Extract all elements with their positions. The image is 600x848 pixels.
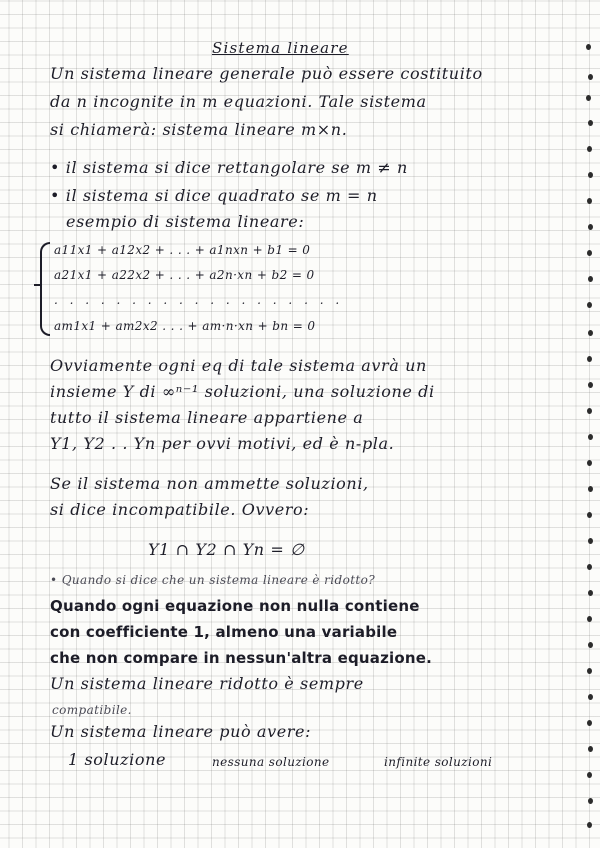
binding-hole-icon [588,330,593,336]
binding-hole-icon [587,772,592,778]
text-line: Ovviamente ogni eq di tale sistema avrà un [50,356,427,375]
spiral-binding-holes [560,0,600,848]
binding-hole-icon [588,486,593,492]
text-line: Un sistema lineare ridotto è sempre [50,674,364,693]
binding-hole-icon [586,95,591,101]
text-line: con coefficiente 1, almeno una variabile [50,623,398,641]
text-line: Quando ogni equazione non nulla contiene [50,597,420,615]
bullet-item: • il sistema si dice quadrato se m = n [50,186,378,205]
binding-hole-icon [588,798,593,804]
binding-hole-icon [587,198,592,204]
binding-hole-icon [588,434,593,440]
equation-row: a21x1 + a22x2 + . . . + a2n·xn + b2 = 0 [54,268,315,282]
binding-hole-icon [588,120,593,126]
binding-hole-icon [587,616,592,622]
equation-ellipsis: . . . . . . . . . . . . . . . . . . . [54,293,344,307]
binding-hole-icon [587,564,592,570]
text-line: da n incognite in m equazioni. Tale sistema [50,92,427,111]
binding-hole-icon [588,172,593,178]
text-line: si chiamerà: sistema lineare m×n. [50,120,348,139]
binding-hole-icon [588,224,593,230]
text-line: Un sistema lineare può avere: [50,722,312,741]
text-line: che non compare in nessun'altra equazione. [50,649,433,667]
system-brace-icon [40,242,50,336]
binding-hole-icon [588,74,593,80]
binding-hole-icon [587,668,592,674]
binding-hole-icon [588,382,593,388]
text-line: insieme Y di ∞ⁿ⁻¹ soluzioni, una soluzione di [50,382,435,401]
binding-hole-icon [586,44,591,50]
text-line: tutto il sistema lineare appartiene a [50,408,364,427]
text-line: si dice incompatibile. Ovvero: [50,500,310,519]
binding-hole-icon [587,146,592,152]
binding-hole-icon [587,822,592,828]
equation-row: am1x1 + am2x2 . . . + am·n·xn + bn = 0 [54,319,316,333]
option-infinite-solutions: infinite soluzioni [384,755,493,769]
intersection-formula: Y1 ∩ Y2 ∩ Yn = ∅ [148,540,305,559]
text-line: compatibile. [52,703,132,717]
binding-hole-icon [588,746,593,752]
question-line: • Quando si dice che un sistema lineare è ridotto? [50,573,376,587]
binding-hole-icon [588,642,593,648]
binding-hole-icon [588,694,593,700]
text-line: Un sistema lineare generale può essere costituito [50,64,483,83]
text-line: esempio di sistema lineare: [66,212,305,231]
binding-hole-icon [588,276,593,282]
binding-hole-icon [587,302,592,308]
equation-row: a11x1 + a12x2 + . . . + a1nxn + b1 = 0 [54,243,311,257]
binding-hole-icon [587,720,592,726]
option-no-solution: nessuna soluzione [212,755,330,769]
binding-hole-icon [587,250,592,256]
page-title: Sistema lineare [212,39,349,57]
binding-hole-icon [587,408,592,414]
text-line: Y1, Y2 . . Yn per ovvi motivi, ed è n-pla. [50,434,395,453]
binding-hole-icon [587,460,592,466]
binding-hole-icon [588,538,593,544]
binding-hole-icon [587,356,592,362]
text-line: Se il sistema non ammette soluzioni, [50,474,369,493]
option-one-solution: 1 soluzione [68,750,167,769]
system-brace-tip [34,284,42,286]
binding-hole-icon [587,512,592,518]
binding-hole-icon [588,590,593,596]
bullet-item: • il sistema si dice rettangolare se m ≠ n [50,158,408,177]
